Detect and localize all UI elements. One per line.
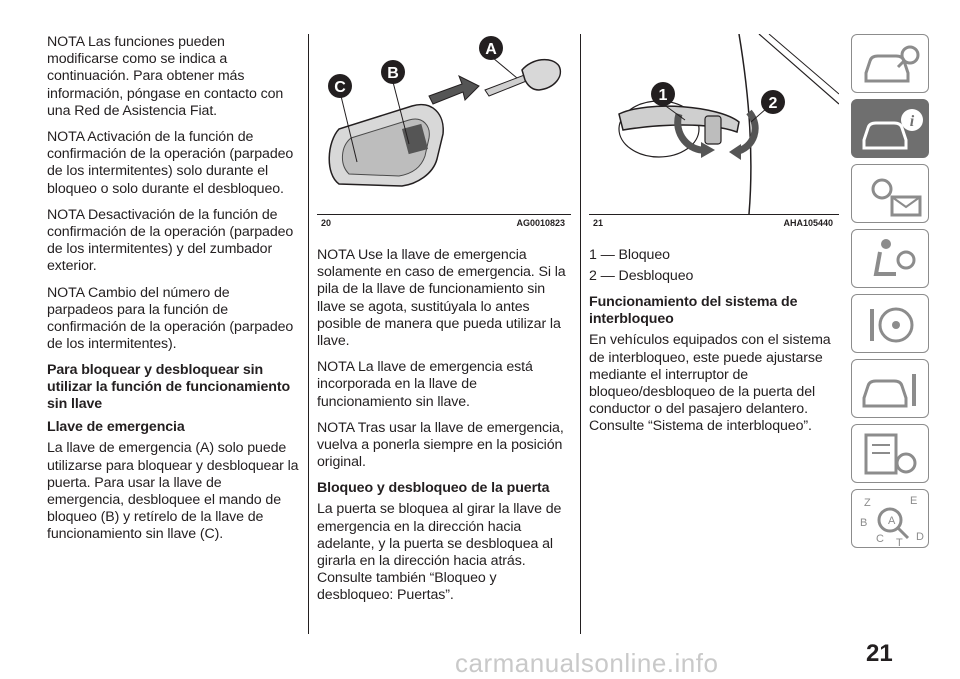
figure-number: 20 [321, 218, 332, 228]
figure-emergency-key [317, 34, 571, 215]
note-paragraph: NOTA Activación de la función de confirmación de la operación (parpadeo de los intermitentes) solo durante el bloqueo o solo durante el desbloqueo. [47, 129, 294, 197]
car-search-icon [852, 35, 930, 94]
note-paragraph: NOTA Las funciones pueden modificarse como se indica a continuación. Para obtener más información, póngase en contacto con una Red de Asistencia Fiat. [47, 34, 284, 119]
note-paragraph: NOTA La llave de emergencia está incorporada en la llave de funcionamiento sin llave. [317, 359, 533, 410]
label-c: C [334, 79, 346, 96]
list-item: 2 — Desbloqueo [589, 268, 694, 285]
figure-door-lock [589, 34, 839, 215]
door-handle-illustration [589, 34, 839, 214]
list-item: 1 — Bloqueo [589, 247, 670, 263]
tab-getting-to-know[interactable] [851, 99, 929, 158]
figure-code: AHA105440 [783, 218, 833, 228]
note-paragraph: NOTA Desactivación de la función de confirmación de la operación (parpadeo de los intermitentes) y del zumbador exterior. [47, 206, 294, 275]
airbag-seat-icon [852, 230, 930, 289]
figure-caption [589, 215, 839, 233]
svg-text:i: i [909, 113, 915, 130]
tab-warning-lights[interactable] [851, 164, 929, 223]
car-info-icon [852, 100, 930, 159]
note-paragraph: NOTA Use la llave de emergencia solamente en caso de emergencia. Si la pila de la llave de funcionamiento sin llave se agota, sustitúyala lo antes posible de manera que pueda utilizar la llave. [317, 247, 566, 350]
watermark-footer: carmanualsonline.info [455, 648, 719, 678]
body-paragraph: La puerta se bloquea al girar la llave de emergencia en la dirección hacia adelante, y la puerta se desbloquea al girarla en la dirección hacia atrás. Consulte también “Bloqueo y desbloqueo: Puertas”. [317, 501, 562, 604]
tab-technical-specs[interactable] [851, 424, 929, 483]
index-letter: C [876, 533, 884, 545]
section-heading: Bloqueo y desbloqueo de la puerta [317, 480, 550, 497]
car-maintenance-icon [852, 360, 930, 419]
legend-list [589, 247, 839, 285]
index-letter: T [896, 537, 903, 549]
body-paragraph: En vehículos equipados con el sistema de interbloqueo, este puede ajustarse mediante el interruptor de bloqueo/desbloqueo de la puerta del conductor o del pasajero delantero. Consulte “Sistema de interbloqueo”. [589, 332, 831, 435]
page-number: 21 [866, 640, 893, 667]
index-letter: E [910, 495, 918, 507]
column-divider [308, 34, 309, 634]
subsection-heading: Llave de emergencia [47, 419, 185, 436]
figure-number: 21 [593, 218, 604, 228]
tab-starting-driving[interactable] [851, 294, 929, 353]
index-letter: B [860, 517, 868, 529]
emergency-key-illustration [317, 34, 571, 214]
index-letter: D [916, 531, 924, 543]
specs-gear-icon [852, 425, 930, 484]
index-search-icon [852, 490, 930, 549]
column-3 [589, 0, 839, 445]
label-1: 1 [658, 87, 668, 104]
tab-safety[interactable] [851, 229, 929, 288]
column-1 [47, 34, 299, 553]
label-b: B [387, 65, 399, 82]
column-divider [580, 34, 581, 634]
tab-index[interactable] [851, 489, 929, 548]
figure-caption [317, 215, 571, 233]
note-paragraph: NOTA Tras usar la llave de emergencia, vuelva a ponerla siempre en la posición original. [317, 419, 564, 471]
index-letter: Z [864, 497, 871, 509]
warning-lights-icon [852, 165, 930, 224]
tab-dashboard[interactable] [851, 34, 929, 93]
steering-key-icon [852, 295, 930, 354]
column-2 [317, 0, 571, 614]
label-a: A [485, 41, 497, 58]
note-paragraph: NOTA Cambio del número de parpadeos para la función de confirmación de la operación (parpadeo de los intermitentes). [47, 284, 294, 353]
label-2: 2 [768, 95, 778, 112]
section-heading: Funcionamiento del sistema de interbloqueo [589, 294, 798, 328]
chapter-sidebar [851, 34, 931, 554]
index-letter: A [888, 515, 896, 527]
figure-code: AG0010823 [516, 218, 565, 228]
section-heading: Para bloquear y desbloquear sin utilizar la función de funcionamiento sin llave [47, 362, 291, 413]
tab-servicing[interactable] [851, 359, 929, 418]
body-paragraph: La llave de emergencia (A) solo puede utilizarse para bloquear y desbloquear la puerta. Para usar la llave de emergencia, desbloquee el mando de bloqueo (B) y retírelo de la llave de funcionamiento sin llave (C). [47, 440, 299, 543]
